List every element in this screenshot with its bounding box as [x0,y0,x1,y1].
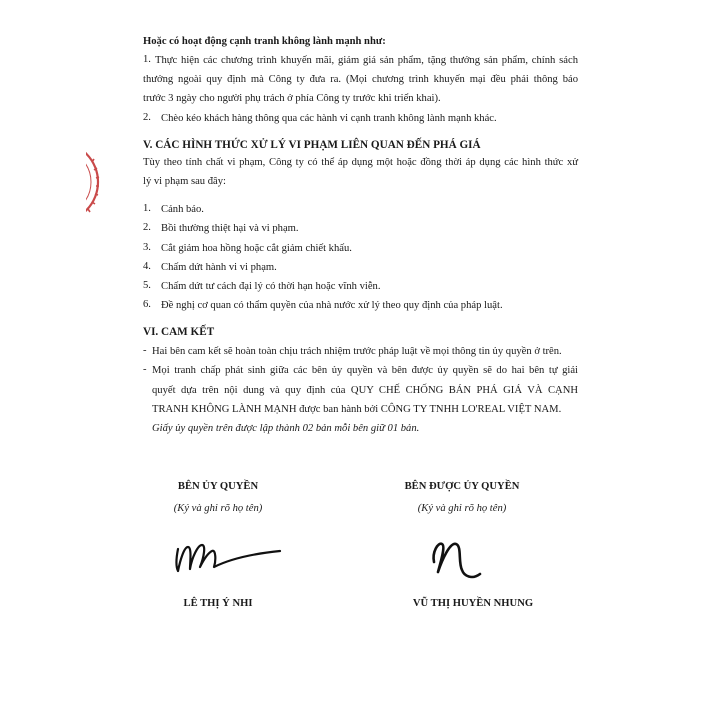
list-item: Cảnh báo. [161,204,204,215]
commitment-bullet: TRANH KHÔNG LÀNH MẠNH được ban hành bởi CÔNG TY TNHH LO'REAL VIỆT NAM. [152,404,562,415]
list-item: Cắt giảm hoa hồng hoặc cắt giảm chiết khấu. [161,243,352,254]
company-seal [86,140,136,224]
list-number: 6. [143,299,151,310]
bullet-dash: - [143,345,147,356]
commitment-bullet: Mọi tranh chấp phát sinh giữa các bên ủy quyền và bên được ủy quyền sẽ do hai bên tự giải [152,365,578,376]
bullet-dash: - [143,364,147,375]
list-number: 1. [143,54,151,65]
list-number: 2. [143,112,151,123]
list-number: 4. [143,261,151,272]
list-item: Đề nghị cơ quan có thẩm quyền của nhà nước xử lý theo quy định của pháp luật. [161,300,503,311]
intro-heading: Hoặc có hoạt động cạnh tranh không lành mạnh như: [143,36,386,47]
list-number: 1. [143,203,151,214]
left-signer-name: LÊ THỊ Ý NHI [183,598,253,609]
copies-note: Giấy ủy quyền trên được lập thành 02 bản mỗi bên giữ 01 bản. [152,423,420,434]
list-line: thưởng ngoài quy định mà Công ty đưa ra. (Mọi chương trình khuyến mại đều phải thông báo [143,74,578,85]
right-party-hint: (Ký và ghi rõ họ tên) [417,503,507,514]
commitment-bullet: quyết dựa trên nội dung và quy định của QUY CHẾ CHỐNG BÁN PHÁ GIÁ VÀ CẠNH [152,385,578,396]
list-item: Bồi thường thiệt hại và vi phạm. [161,223,299,234]
list-item: Chấm dứt hành vi vi phạm. [161,262,277,273]
list-number: 2. [143,222,151,233]
left-signature [170,535,290,580]
left-party-hint: (Ký và ghi rõ họ tên) [173,503,263,514]
right-signature [428,534,498,582]
section-5-title: V. CÁC HÌNH THỨC XỬ LÝ VI PHẠM LIÊN QUAN ĐẾN PHÁ GIÁ [143,139,481,151]
commitment-bullet: Hai bên cam kết sẽ hoàn toàn chịu trách nhiệm trước pháp luật về mọi thông tin ủy quyền ở trên. [152,346,562,357]
list-line: Thực hiện các chương trình khuyến mãi, giảm giá sản phẩm, tặng thưởng sản phẩm, chính sách [155,55,578,66]
right-party-title: BÊN ĐƯỢC ỦY QUYỀN [404,481,520,492]
list-item: Chấm dứt tư cách đại lý có thời hạn hoặc vĩnh viễn. [161,281,381,292]
section-5-intro: lý vi phạm sau đây: [143,176,226,187]
right-signer-name: VŨ THỊ HUYỀN NHUNG [412,598,534,609]
list-number: 3. [143,242,151,253]
list-line: Chèo kéo khách hàng thông qua các hành vi cạnh tranh không lành mạnh khác. [161,113,497,124]
list-line: trước 3 ngày cho người phụ trách ở phía Công ty trước khi triển khai). [143,93,441,104]
left-party-title: BÊN ỦY QUYỀN [177,481,259,492]
section-5-intro: Tùy theo tính chất vi phạm, Công ty có thể áp dụng một hoặc đồng thời áp dụng các hình thức xử [143,157,578,168]
section-6-title: VI. CAM KẾT [143,326,215,338]
list-number: 5. [143,280,151,291]
